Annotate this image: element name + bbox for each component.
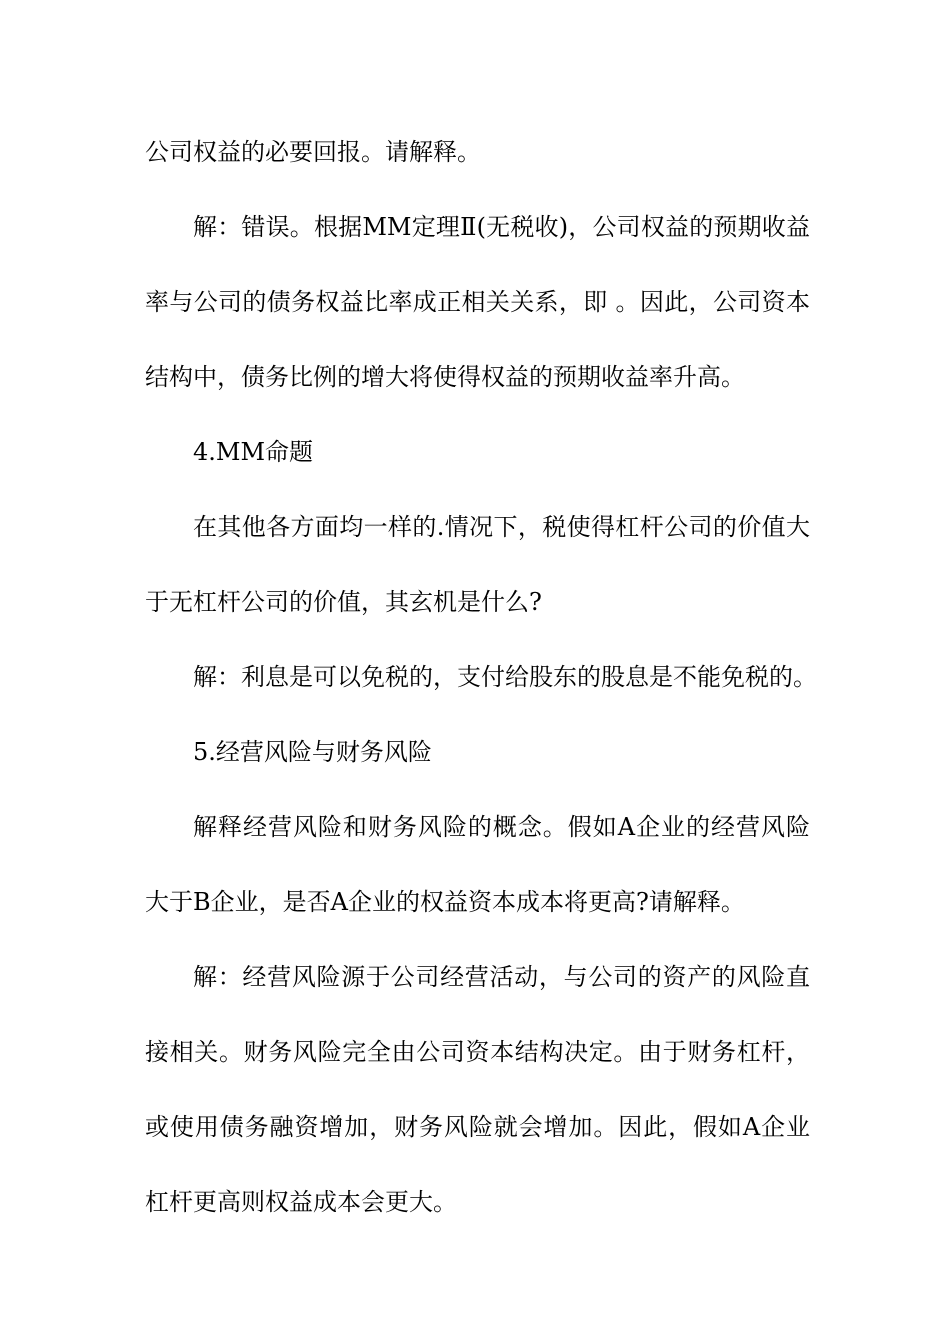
text-line: 解：错误。根据MM定理Ⅱ(无税收)，公司权益的预期收益: [193, 213, 810, 241]
text-line: 解释经营风险和财务风险的概念。假如A企业的经营风险: [193, 813, 810, 841]
text-line: 于无杠杆公司的价值，其玄机是什么?: [145, 588, 542, 616]
text-line: 大于B企业，是否A企业的权益资本成本将更高?请解释。: [145, 888, 745, 916]
section-heading: 5.经营风险与财务风险: [193, 738, 432, 766]
text-line: 公司权益的必要回报。请解释。: [145, 138, 481, 166]
text-line: 结构中，债务比例的增大将使得权益的预期收益率升高。: [145, 363, 745, 391]
text-line: 率与公司的债务权益比率成正相关关系，即 。因此，公司资本: [145, 288, 810, 316]
text-line: 杠杆更高则权益成本会更大。: [145, 1188, 457, 1216]
text-line: 在其他各方面均一样的.情况下，税使得杠杆公司的价值大: [193, 513, 810, 541]
section-heading: 4.MM命题: [193, 438, 314, 466]
text-line: 接相关。财务风险完全由公司资本结构决定。由于财务杠杆，: [145, 1038, 810, 1066]
text-line: 解：经营风险源于公司经营活动，与公司的资产的风险直: [193, 963, 810, 991]
text-line: 解：利息是可以免税的，支付给股东的股息是不能免税的。: [193, 663, 817, 691]
text-line: 或使用债务融资增加，财务风险就会增加。因此，假如A企业: [145, 1113, 810, 1141]
